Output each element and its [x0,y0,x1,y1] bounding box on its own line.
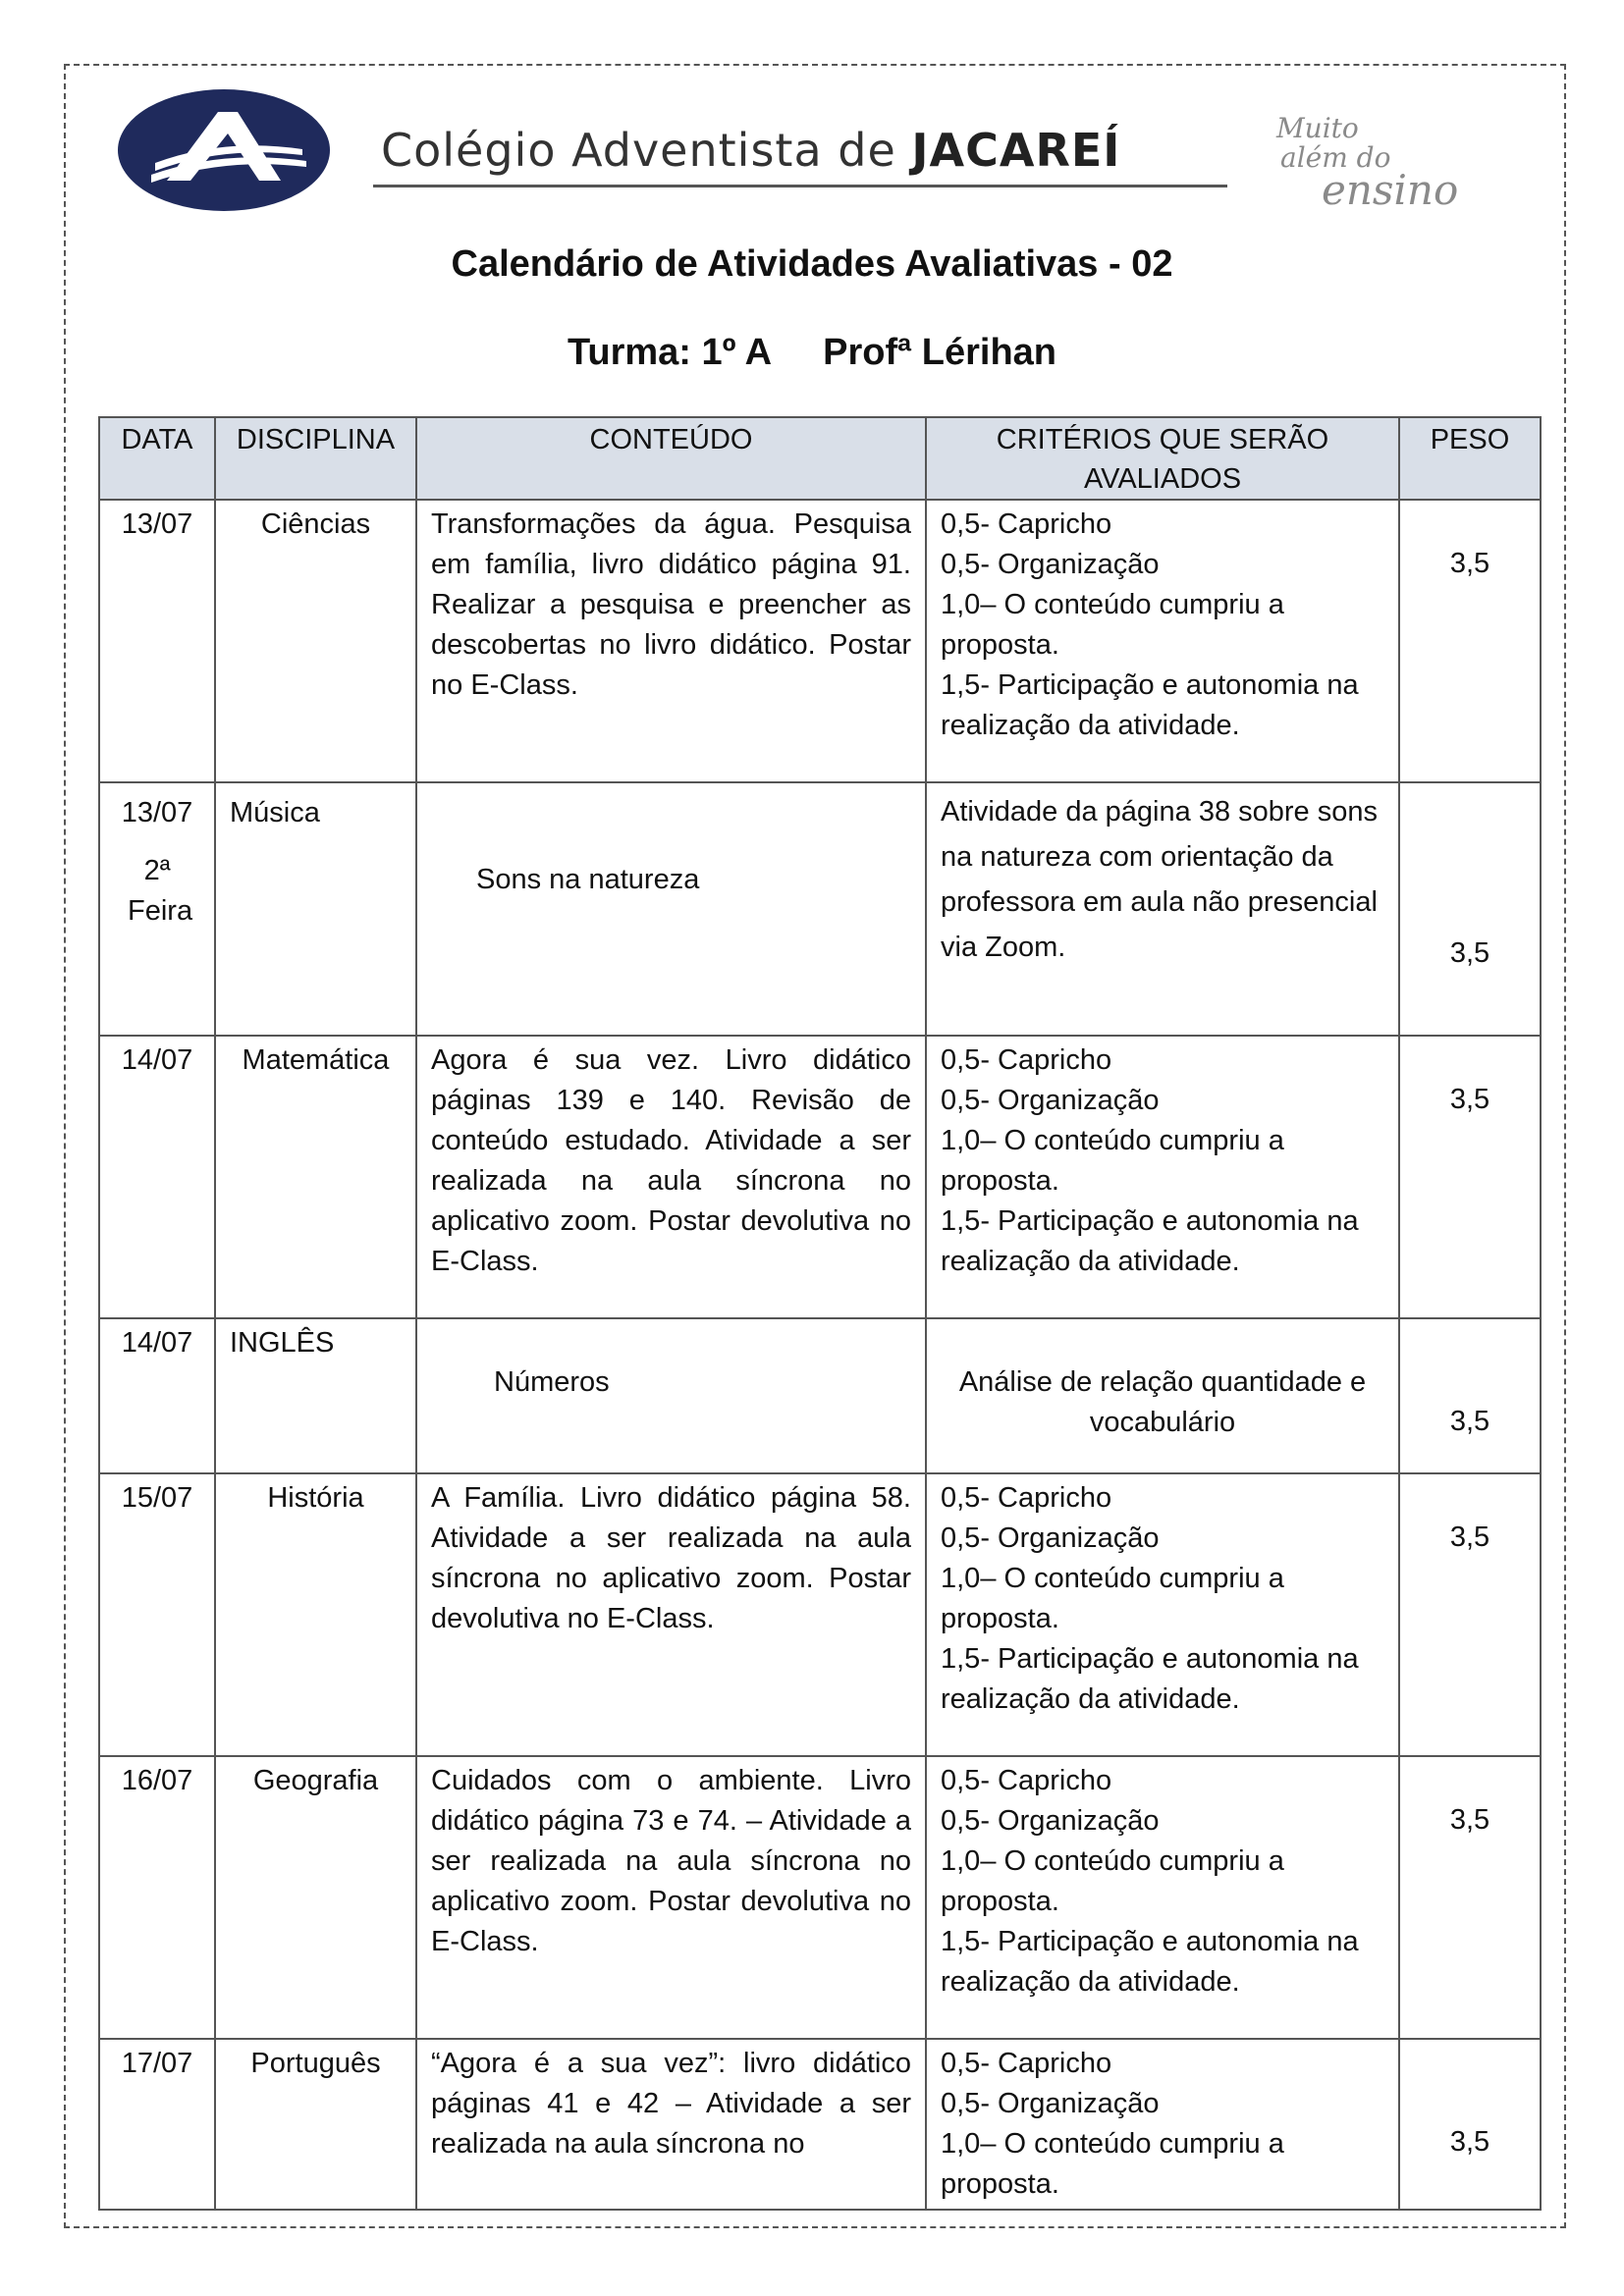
cell-discipline: Geografia [215,1756,416,2039]
cell-discipline: História [215,1473,416,1756]
assessment-table [98,416,1542,2211]
cell-criteria: Análise de relação quantidade e vocabulário [926,1318,1399,1473]
criteria-line: 0,5- Organização [941,1805,1160,1837]
header-discipline: DISCIPLINA [215,417,416,500]
cell-weight: 3,5 [1399,1473,1541,1756]
cell-content: “Agora é a sua vez”: livro didático páginas 41 e 42 – Atividade a ser realizada na aula síncrona no [416,2039,926,2210]
cell-content: Números [416,1318,926,1473]
header-date: DATA [99,417,215,500]
cell-content: Sons na natureza [416,782,926,1036]
cell-discipline: Matemática [215,1036,416,1318]
cell-criteria: Atividade da página 38 sobre sons na natureza com orientação da professora em aula não presencial via Zoom. [926,782,1399,1036]
cell-discipline: Música [215,782,416,1036]
cell-weight: 3,5 [1399,500,1541,782]
cell-weight: 3,5 [1399,782,1541,1036]
criteria-line: 1,0– O conteúdo cumpriu a proposta. [941,2128,1284,2200]
criteria-line: 1,5- Participação e autonomia na realização da atividade. [941,1205,1359,1277]
table-row [99,1318,1541,1473]
table-row [99,782,1541,1036]
table-header-row [99,417,1541,500]
table-row [99,500,1541,782]
cell-discipline: INGLÊS [215,1318,416,1473]
teacher-label: Profª Lérihan [823,332,1056,373]
header-criteria: CRITÉRIOS QUE SERÃO AVALIADOS [926,417,1399,500]
criteria-line: 0,5- Capricho [941,2048,1112,2079]
criteria-line: 0,5- Organização [941,2088,1160,2119]
cell-criteria [926,2039,1399,2210]
cell-date: 14/07 [99,1318,215,1473]
criteria-line: 0,5- Organização [941,549,1160,580]
date-main: 13/07 [121,797,193,828]
school-header [116,86,1530,214]
svg-text:Muito: Muito [1276,112,1359,144]
cell-discipline: Português [215,2039,416,2210]
criteria-line: 1,5- Participação e autonomia na realização da atividade. [941,669,1359,741]
cell-criteria [926,1036,1399,1318]
cell-content: A Família. Livro didático página 58. Atividade a ser realizada na aula síncrona no aplicativo zoom. Postar devolutiva no E-Class. [416,1473,926,1756]
svg-text:além do: além do [1280,141,1391,174]
cell-date: 13/07 [99,500,215,782]
criteria-line: 1,0– O conteúdo cumpriu a proposta. [941,1845,1284,1917]
cell-criteria [926,1756,1399,2039]
page-title: Calendário de Atividades Avaliativas - 02 [451,243,1173,285]
school-name-underline [373,185,1227,187]
criteria-line: 0,5- Capricho [941,508,1112,540]
school-name: Colégio Adventista de JACAREÍ [381,124,1121,177]
cell-content: Transformações da água. Pesquisa em família, livro didático página 91. Realizar a pesquisa e preencher as descobertas no livro didático. Postar no E-Class. [416,500,926,782]
cell-weight: 3,5 [1399,1756,1541,2039]
svg-text:ensino: ensino [1322,166,1459,210]
table-row [99,1036,1541,1318]
cell-date: 17/07 [99,2039,215,2210]
criteria-line: 1,0– O conteúdo cumpriu a proposta. [941,589,1284,661]
header-weight: PESO [1399,417,1541,500]
cell-date: 14/07 [99,1036,215,1318]
cell-discipline: Ciências [215,500,416,782]
date-weekday: 2ª Feira [128,855,193,927]
cell-criteria [926,1473,1399,1756]
cell-weight: 3,5 [1399,2039,1541,2210]
criteria-line: 1,5- Participação e autonomia na realização da atividade. [941,1926,1359,1998]
criteria-line: 1,0– O conteúdo cumpriu a proposta. [941,1125,1284,1197]
class-label: Turma: 1º A [567,332,773,373]
motto-signature [1263,102,1518,210]
criteria-line: 0,5- Capricho [941,1482,1112,1514]
cell-content: Agora é sua vez. Livro didático páginas 139 e 140. Revisão de conteúdo estudado. Atividade a ser realizada na aula síncrona no aplicativo zoom. Postar devolutiva no E-Class. [416,1036,926,1318]
criteria-line: 1,5- Participação e autonomia na realização da atividade. [941,1643,1359,1715]
criteria-line: 0,5- Capricho [941,1044,1112,1076]
criteria-line: 0,5- Organização [941,1085,1160,1116]
table-row [99,1756,1541,2039]
table-row [99,2039,1541,2210]
cell-weight: 3,5 [1399,1036,1541,1318]
criteria-line: 1,0– O conteúdo cumpriu a proposta. [941,1563,1284,1634]
cell-date: 16/07 [99,1756,215,2039]
header-content: CONTEÚDO [416,417,926,500]
criteria-line: 0,5- Organização [941,1522,1160,1554]
class-teacher-line [0,332,1624,374]
table-row [99,1473,1541,1756]
cell-weight: 3,5 [1399,1318,1541,1473]
cell-content: Cuidados com o ambiente. Livro didático página 73 e 74. – Atividade a ser realizada na aula síncrona no aplicativo zoom. Postar devolutiva no E-Class. [416,1756,926,2039]
cell-date [99,782,215,1036]
school-logo [116,86,332,214]
criteria-line: 0,5- Capricho [941,1765,1112,1796]
cell-date: 15/07 [99,1473,215,1756]
cell-criteria [926,500,1399,782]
